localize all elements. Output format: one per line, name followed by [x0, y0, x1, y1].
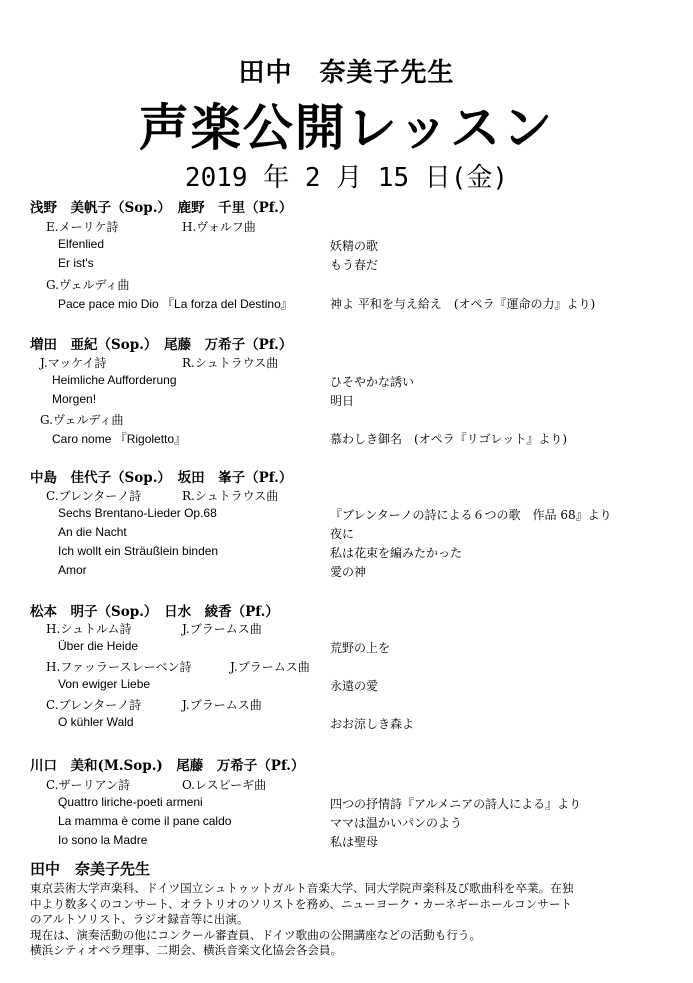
- song-original-title: Ich wollt ein Sträußlein binden: [58, 544, 219, 558]
- bio-line: 現在は、演奏活動の他にコンクール審査員、ドイツ歌曲の公開講座などの活動も行う。: [30, 927, 482, 942]
- lesson-title: 声楽公開レッスン: [138, 99, 555, 157]
- song-japanese-title: おお涼しき森よ: [330, 717, 415, 731]
- song-japanese-title: 永遠の愛: [330, 679, 379, 693]
- song-original-title: An die Nacht: [58, 525, 127, 539]
- song-original-title: Er ist's: [58, 256, 94, 270]
- bio-line: 東京芸術大学声楽科、ドイツ国立シュトゥットガルト音楽大学、同大学院声楽科及び歌曲科を卒業。在独: [30, 881, 574, 895]
- composer-credit: R.シュトラウス曲: [182, 489, 279, 503]
- poet-credit: H.ファッラースレーベン詩: [46, 660, 192, 674]
- composer-credit: H.ヴォルフ曲: [182, 220, 256, 234]
- song-original-title: Über die Heide: [58, 639, 139, 653]
- poet-credit: C.ブレンターノ詩: [46, 698, 142, 712]
- song-original-title: Elfenlied: [58, 237, 105, 251]
- composer-credit: R.シュトラウス曲: [182, 356, 279, 370]
- performer-line: 川口 美和(M.Sop.) 尾藤 万希子（Pf.）: [30, 758, 305, 774]
- song-japanese-title: もう春だ: [330, 258, 379, 272]
- poet-credit: C.ブレンターノ詩: [46, 489, 142, 503]
- song-original-title: Von ewiger Liebe: [58, 677, 151, 691]
- song-japanese-title: 明日: [330, 394, 355, 408]
- song-original-title: Morgen!: [52, 392, 97, 406]
- song-japanese-title: 夜に: [330, 527, 355, 541]
- teacher-profile: [30, 858, 670, 959]
- teacher-heading: 田中 奈美子先生: [238, 58, 455, 88]
- composer-credit: G.ヴェルディ曲: [46, 278, 130, 292]
- song-original-title: Caro nome 『Rigoletto』: [52, 432, 187, 446]
- poet-credit: C.ザーリアン詩: [46, 778, 131, 792]
- song-japanese-title: ひそやかな誘い: [330, 375, 415, 389]
- song-japanese-title: 荒野の上を: [330, 641, 391, 655]
- song-japanese-title: 私は聖母: [330, 835, 379, 849]
- song-original-title: Heimliche Aufforderung: [52, 373, 177, 387]
- song-original-title: Amor: [58, 563, 87, 577]
- song-japanese-title: 私は花束を編みたかった: [330, 546, 463, 560]
- bio-line: 横浜シティオペラ理事、二期会、横浜音楽文化協会各会員。: [30, 943, 343, 958]
- composer-credit: G.ヴェルディ曲: [40, 413, 124, 427]
- performer-line: 増田 亜紀（Sop.） 尾藤 万希子（Pf.）: [30, 337, 293, 353]
- song-original-title: Pace pace mio Dio 『La forza del Destino』: [58, 297, 293, 311]
- bio-line: のアルトソリスト、ラジオ録音等に出演。: [30, 912, 249, 927]
- song-original-title: Io sono la Madre: [58, 833, 148, 847]
- composer-credit: J.ブラームス曲: [182, 622, 262, 636]
- teacher-name: 田中 奈美子先生: [30, 860, 151, 878]
- song-japanese-title: 愛の神: [330, 565, 367, 579]
- poet-credit: H.シュトルム詩: [46, 622, 132, 636]
- song-japanese-title: 四つの抒情詩『アルメニアの詩人による』より: [330, 797, 582, 811]
- song-original-title: La mamma è come il pane caldo: [58, 814, 232, 828]
- performer-line: 中島 佳代子（Sop.） 坂田 峯子（Pf.）: [30, 470, 293, 486]
- bio-line: 中より数多くのコンサート、オラトリオのソリストを務め、ニューヨーク・カーネギーホールコンサート: [30, 896, 573, 911]
- song-japanese-title: 神よ 平和を与え給え (オペラ『運命の力』より): [330, 297, 596, 311]
- lesson-date: 2019 年 2 月 15 日(金): [184, 163, 509, 193]
- song-original-title: O kühler Wald: [58, 715, 134, 729]
- song-original-title: Quattro liriche-poeti armeni: [58, 795, 203, 809]
- composer-credit: O.レスピーギ曲: [182, 778, 267, 792]
- song-japanese-title: 慕わしき御名 (オペラ『リゴレット』より): [330, 432, 568, 446]
- song-original-title: Sechs Brentano-Lieder Op.68: [58, 506, 217, 520]
- poet-credit: J.マッケイ詩: [40, 356, 107, 370]
- performer-line: 浅野 美帆子（Sop.） 鹿野 千里（Pf.）: [30, 200, 293, 216]
- composer-credit: J.ブラームス曲: [230, 660, 310, 674]
- song-japanese-title: 『ブレンターノの詩による６つの歌 作品 68』より: [330, 508, 612, 522]
- poet-credit: E.メーリケ詩: [46, 220, 119, 234]
- performer-line: 松本 明子（Sop.） 日水 綾香（Pf.）: [30, 604, 279, 620]
- song-japanese-title: 妖精の歌: [330, 239, 379, 253]
- song-japanese-title: ママは温かいパンのよう: [330, 816, 463, 830]
- composer-credit: J.ブラームス曲: [182, 698, 262, 712]
